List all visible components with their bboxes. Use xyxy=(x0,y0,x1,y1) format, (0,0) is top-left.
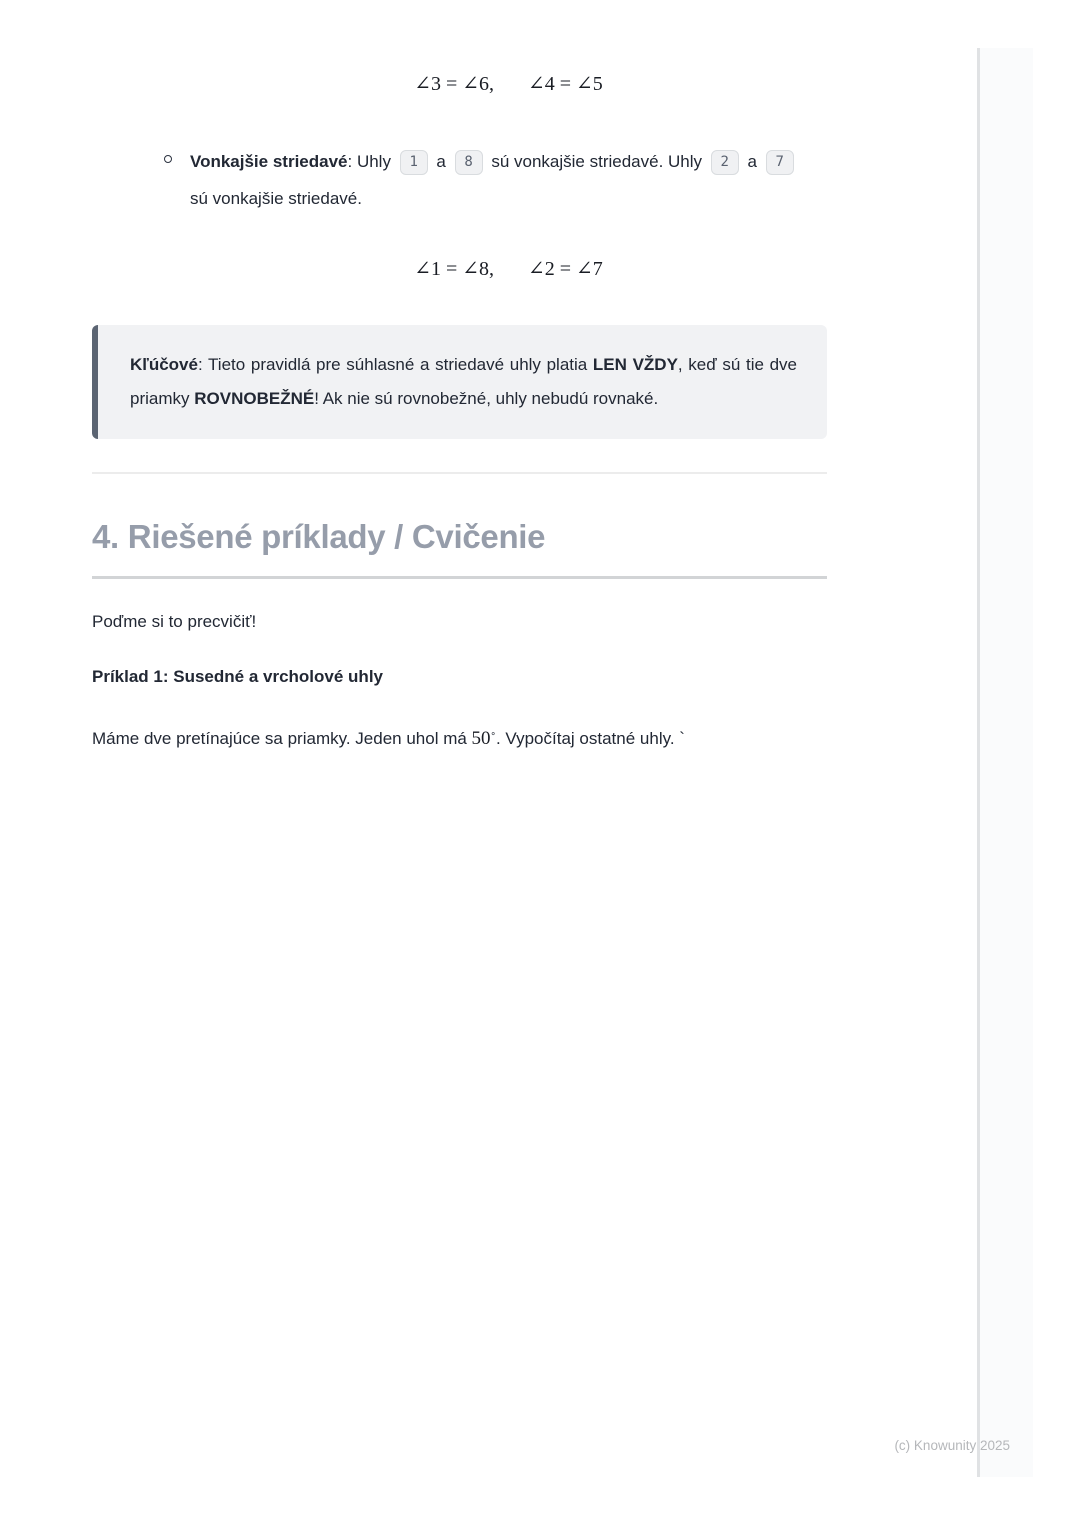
degree-symbol: ∘ xyxy=(490,728,496,740)
copyright-footer: (c) Knowunity 2025 xyxy=(894,1438,1010,1453)
list-item-tail: sú vonkajšie striedavé. xyxy=(190,189,362,208)
problem-prefix: Máme dve pretínajúce sa priamky. Jeden uhol má xyxy=(92,729,472,748)
list-item-after-term: : Uhly xyxy=(347,152,396,171)
exercise-intro: Poďme si to precvičiť! xyxy=(92,612,257,631)
example-problem xyxy=(92,721,827,752)
bullet-list xyxy=(190,143,820,217)
callout-text: : Tieto pravidlá pre súhlasné a striedavé uhly platia xyxy=(197,355,593,374)
list-item-middle: sú vonkajšie striedavé. Uhly xyxy=(486,152,707,171)
callout-emphasis: ROVNOBEŽNÉ xyxy=(194,389,315,408)
formula-right: ∠2 = ∠7 xyxy=(528,258,603,280)
key-note-callout xyxy=(92,325,827,439)
list-item-term: Vonkajšie striedavé xyxy=(190,152,348,171)
page-edge-panel xyxy=(977,48,1033,1477)
angle-value: 50 xyxy=(471,728,491,749)
angle-number-badge: 1 xyxy=(400,150,428,175)
callout-term: Kľúčové xyxy=(130,355,198,374)
section-divider xyxy=(92,472,827,474)
problem-suffix: . Vypočítaj ostatné uhly. ` xyxy=(495,729,685,748)
formula-left: ∠3 = ∠6, xyxy=(414,73,494,95)
heading-underline xyxy=(92,576,827,579)
bullet-circle-icon xyxy=(164,155,172,163)
list-item xyxy=(190,143,820,217)
formula-alternate-interior xyxy=(190,0,827,98)
list-item-and: a xyxy=(742,152,762,171)
section-heading: 4. Riešené príklady / Cvičenie xyxy=(92,518,546,555)
callout-text: , keď sú tie dve priamky xyxy=(130,355,797,408)
angle-number-badge: 8 xyxy=(455,150,483,175)
formula-right: ∠4 = ∠5 xyxy=(528,73,603,95)
formula-left: ∠1 = ∠8, xyxy=(414,258,494,280)
callout-emphasis: LEN VŽDY xyxy=(592,355,678,374)
list-item-and: a xyxy=(431,152,451,171)
angle-number-badge: 2 xyxy=(711,150,739,175)
angle-number-badge: 7 xyxy=(766,150,794,175)
formula-alternate-exterior xyxy=(190,255,827,283)
document-content xyxy=(92,0,827,752)
callout-text: ! Ak nie sú rovnobežné, uhly nebudú rovnaké. xyxy=(314,389,659,408)
example-title: Príklad 1: Susedné a vrcholové uhly xyxy=(92,667,383,686)
